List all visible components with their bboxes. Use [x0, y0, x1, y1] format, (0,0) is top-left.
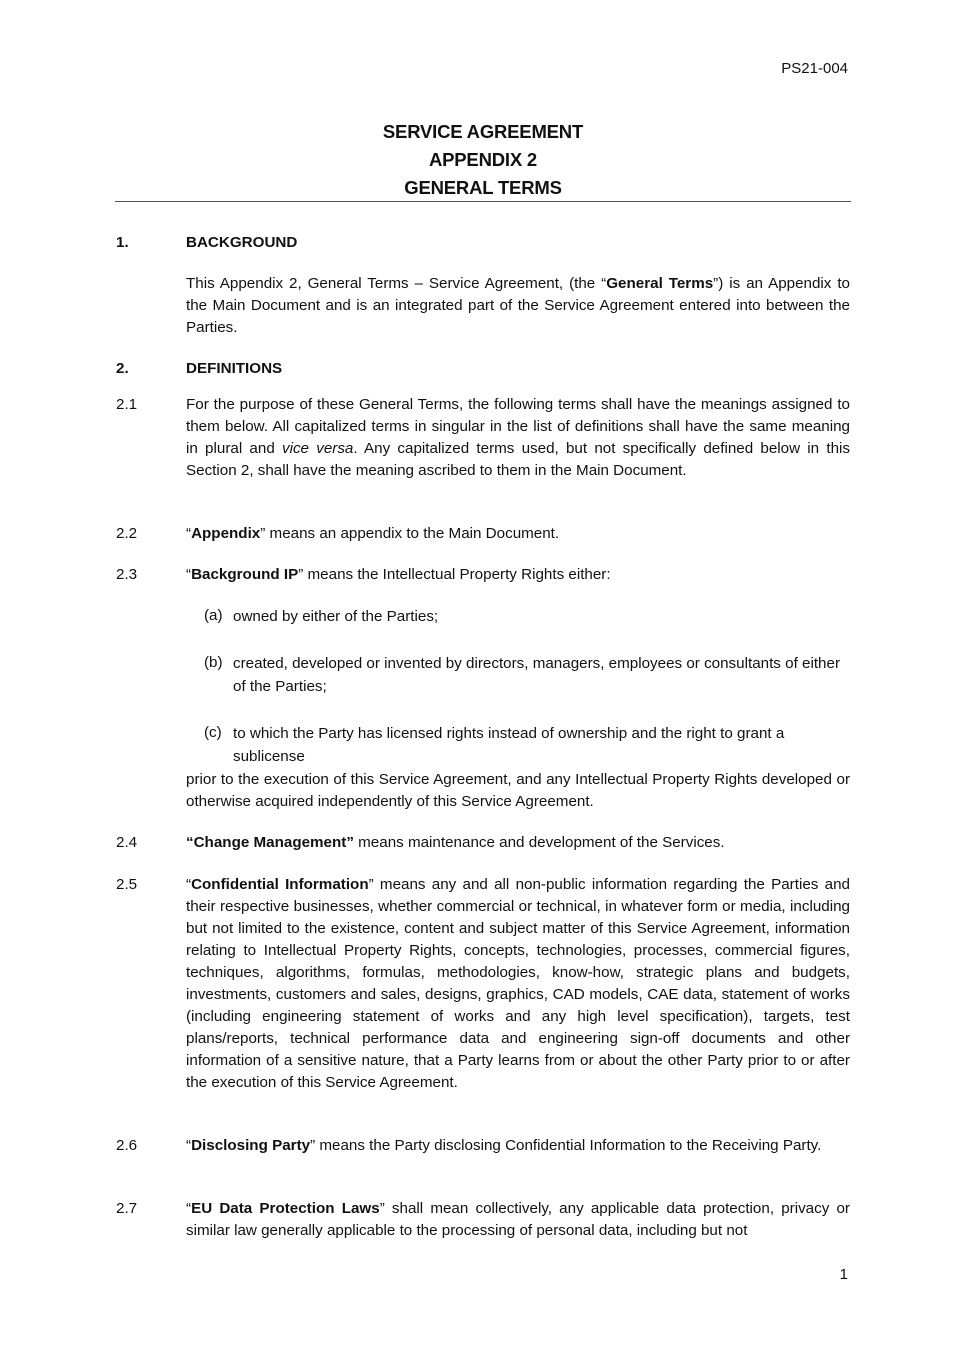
clause-2-3: [116, 564, 850, 586]
document-code: PS21-004: [781, 60, 848, 77]
title-line-2: APPENDIX 2: [428, 149, 537, 170]
clause-number: 2.7: [116, 1200, 138, 1217]
clause-text: [186, 564, 850, 586]
defined-term: Appendix: [191, 525, 261, 542]
text-span: For the purpose of these General Terms, the following terms shall have the meanings assigned to them below. All capitalized terms in singular in the list of definitions shall have the same meaning in plural and: [186, 396, 850, 457]
clause-text: [186, 394, 850, 482]
list-item: [204, 722, 850, 768]
text-span: “: [186, 1137, 192, 1154]
text-span: This Appendix 2, General Terms – Service Agreement, (the “: [186, 275, 607, 292]
clause-2-1: [116, 394, 850, 482]
title-line-1: SERVICE AGREEMENT: [382, 121, 584, 142]
title-line-3: GENERAL TERMS: [404, 177, 562, 198]
section-title: BACKGROUND: [186, 234, 298, 251]
defined-term: Background IP: [191, 566, 299, 583]
clause-2-6: [116, 1135, 850, 1157]
defined-term: Disclosing Party: [191, 1137, 311, 1154]
section-number: 2.: [116, 360, 129, 377]
list-item-label: (b): [204, 654, 223, 671]
italic-text: vice versa: [282, 440, 354, 457]
clause-number: 2.3: [116, 566, 138, 583]
text-span: means maintenance and development of the Services.: [353, 834, 725, 851]
clause-text: [186, 832, 850, 854]
defined-term: General Terms: [606, 275, 714, 292]
clause-text: [186, 523, 850, 545]
clause-2-3-tail: [116, 769, 850, 813]
paragraph-text: [186, 273, 850, 339]
document-title: [115, 118, 851, 202]
text-span: . Any capitalized terms used, but not specifically defined below in this Section 2, shall have the meaning ascribed to them in the Main Document.: [186, 440, 850, 479]
title-divider: [115, 201, 851, 202]
text-span: ” means an appendix to the Main Document.: [260, 525, 560, 542]
clause-text: [186, 874, 850, 1094]
list-item-label: (a): [204, 607, 223, 624]
text-span: “: [186, 876, 192, 893]
clause-number: 2.6: [116, 1137, 138, 1154]
clause-text: [186, 1198, 850, 1242]
clause-2-5: [116, 874, 850, 1094]
section-title: DEFINITIONS: [186, 360, 283, 377]
text-span: ” means any and all non-public information regarding the Parties and their respective businesses, whether commercial or technical, in whatever form or media, including but not limited to the existence, content and subject matter of this Service Agreement, information relating to Intellectual Property Rights, concepts, technologies, processes, commercial figures, techniques, algorithms, formulas, methodologies, know-how, strategic plans and budgets, investments, customers and sales, designs, graphics, CAD models, CAE data, statement of works (including engineering statement of works and any high level specification), targets, test plans/reports, technical performance data and engineering sign-off documents and other information of a sensitive nature, that a Party learns from or about the other Party prior to or after the execution of this Service Agreement.: [186, 876, 850, 1091]
defined-term: “Change Management”: [186, 834, 354, 851]
section-1-heading: [116, 232, 850, 254]
clause-number: 2.4: [116, 834, 138, 851]
clause-2-4: [116, 832, 850, 854]
text-span: “: [186, 566, 192, 583]
list-item-label: (c): [204, 724, 222, 741]
list-item: [204, 605, 850, 628]
clause-number: 2.2: [116, 525, 138, 542]
clause-2-7: [116, 1198, 850, 1242]
page-number: 1: [839, 1266, 848, 1283]
clause-number: 2.5: [116, 876, 138, 893]
clause-text: prior to the execution of this Service Agreement, and any Intellectual Property Rights developed or otherwise acquired independently of this Service Agreement.: [186, 771, 850, 810]
text-span: ”) is an Appendix to the Main Document and is an integrated part of the Service Agreement entered into between the Parties.: [186, 275, 850, 336]
text-span: ” means the Party disclosing Confidential Information to the Receiving Party.: [310, 1137, 822, 1154]
list-item-text: to which the Party has licensed rights instead of ownership and the right to grant a sublicense: [233, 725, 785, 765]
list-item-text: owned by either of the Parties;: [233, 608, 439, 625]
section-2-heading: [116, 358, 850, 380]
defined-term: Confidential Information: [191, 876, 369, 893]
text-span: ” shall mean collectively, any applicable data protection, privacy or similar law generally applicable to the processing of personal data, including but not: [186, 1200, 850, 1239]
list-item-text: created, developed or invented by directors, managers, employees or consultants of either of the Parties;: [233, 655, 840, 695]
text-span: “: [186, 1200, 192, 1217]
defined-term: EU Data Protection Laws: [191, 1200, 380, 1217]
section-number: 1.: [116, 234, 129, 251]
clause-number: 2.1: [116, 396, 138, 413]
text-span: ” means the Intellectual Property Rights either:: [298, 566, 611, 583]
section-1-paragraph: [116, 273, 850, 339]
text-span: “: [186, 525, 192, 542]
clause-text: [186, 1135, 850, 1157]
list-item: [204, 652, 850, 698]
clause-2-2: [116, 523, 850, 545]
